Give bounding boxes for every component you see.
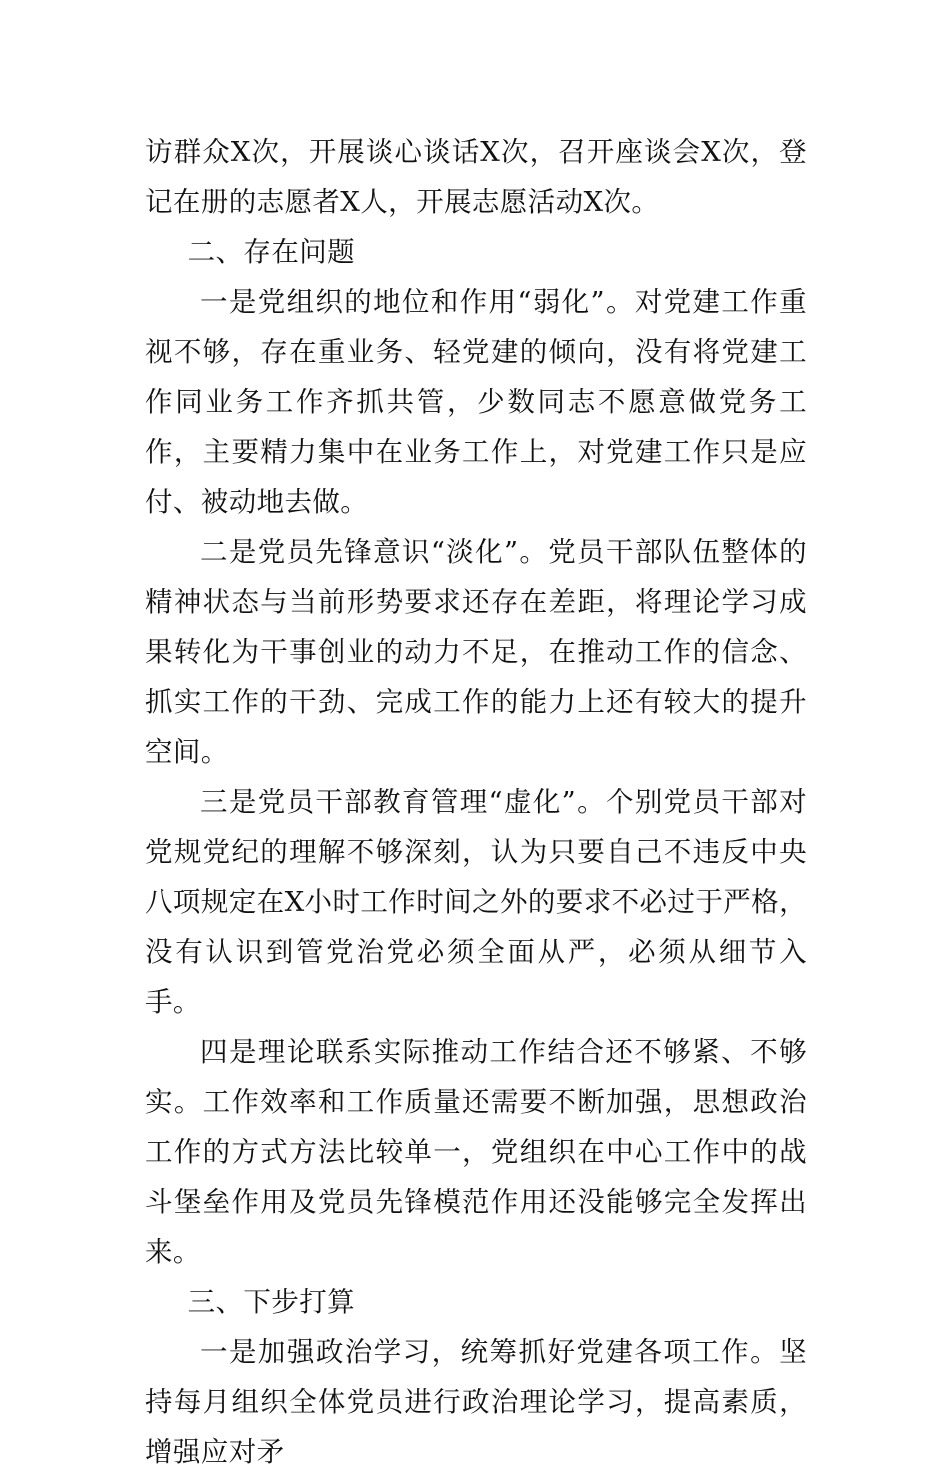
document-body bbox=[145, 127, 807, 1477]
paragraph-problem-4: 四是理论联系实际推动工作结合还不够紧、不够实。工作效率和工作质量还需要不断加强，思想政治工作的方式方法比较单一，党组织在中心工作中的战斗堡垒作用及党员先锋模范作用还没能够完全发挥出来。 bbox=[145, 1036, 807, 1268]
paragraph-plan-1: 一是加强政治学习，统筹抓好党建各项工作。坚持每月组织全体党员进行政治理论学习，提高素质，增强应对矛 bbox=[145, 1336, 807, 1468]
paragraph-continued: 访群众X次，开展谈心谈话X次，召开座谈会X次，登记在册的志愿者X人，开展志愿活动X次。 bbox=[145, 136, 807, 218]
section-heading-next-steps: 三、下步打算 bbox=[187, 1286, 356, 1318]
paragraph-problem-2: 二是党员先锋意识“淡化”。党员干部队伍整体的精神状态与当前形势要求还存在差距，将理论学习成果转化为干事创业的动力不足，在推动工作的信念、抓实工作的干劲、完成工作的能力上还有较大的提升空间。 bbox=[145, 536, 807, 768]
paragraph-problem-1: 一是党组织的地位和作用“弱化”。对党建工作重视不够，存在重业务、轻党建的倾向，没有将党建工作同业务工作齐抓共管，少数同志不愿意做党务工作，主要精力集中在业务工作上，对党建工作只是应付、被动地去做。 bbox=[145, 286, 807, 518]
section-heading-problems: 二、存在问题 bbox=[187, 236, 356, 268]
paragraph-problem-3: 三是党员干部教育管理“虚化”。个别党员干部对党规党纪的理解不够深刻，认为只要自己不违反中央八项规定在X小时工作时间之外的要求不必过于严格，没有认识到管党治党必须全面从严，必须从细节入手。 bbox=[145, 786, 807, 1018]
